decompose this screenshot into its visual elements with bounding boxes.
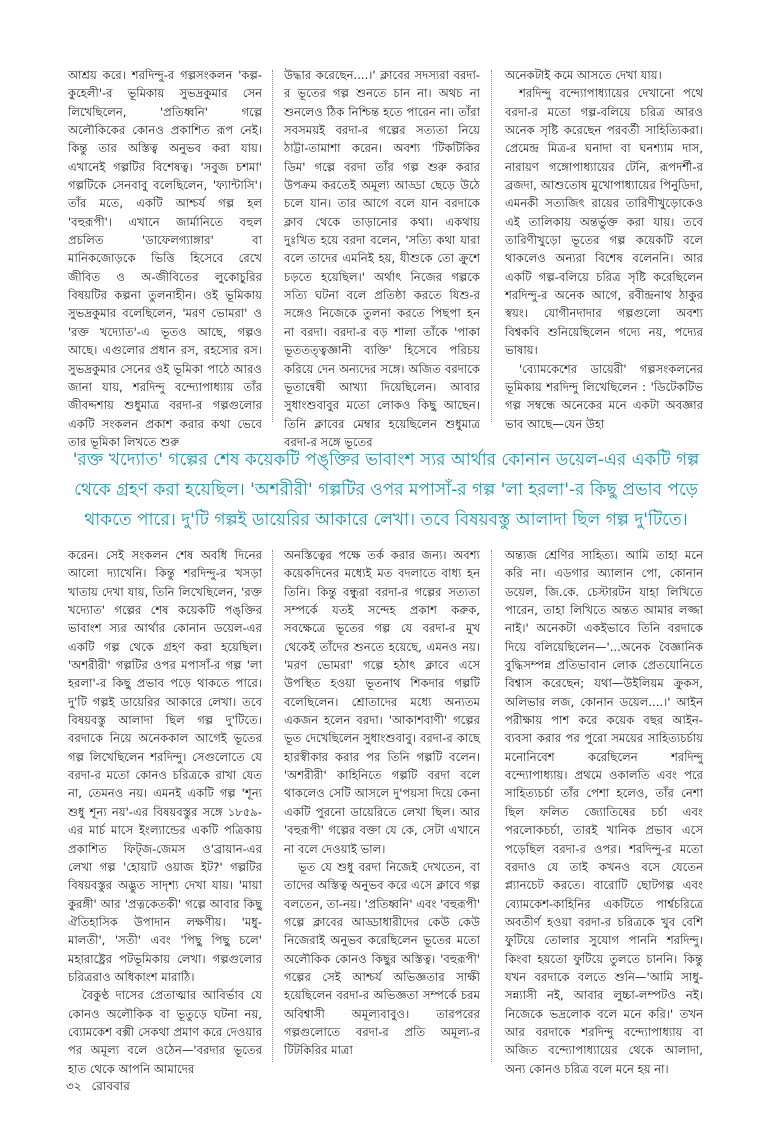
column-divider [272,70,273,422]
paragraph: 'ব্যোমকেশের ডায়েরী' গল্পসংকলনের ভূমিকায় শরদিন্দু লিখেছিলেন : 'ডিটেকটিভ গল্প সম্বন্ধে অনেকের মনে একটা অবজ্ঞার ভাব আছে—যেন উহা [505,361,703,431]
column-bottom-1 [68,546,262,1076]
paragraph: বৈকুণ্ঠ দাসের প্রেতাত্মার আবির্ভাব যে কোনও অলৌকিক বা ভূতুড়ে ঘটনা নয়, ব্যোমকেশ বক্সী সেকথা প্রমাণ করে দেওয়ার পর অমূল্য বলে ওঠেন—'বরদার ভূতের হাত থেকে আপনি আমাদের [68,988,262,1076]
column-bottom-2 [284,546,480,1066]
column-divider [491,550,492,1062]
paragraph: উদ্ধার করেছেন....।' ক্লাবের সদস্যরা বরদা-র ভূতের গল্প শুনতে চান না। অথচ না শুনলেও ঠিক নিশ্চিন্ত হতে পারেন না। তাঁরা সবসময়ই বরদা-র গল্পের সত্যতা নিয়ে ঠাট্টা-তামাশা করেন। অবশ্য 'টিকটিকির ডিম' গল্পে বরদা তাঁর গল্প শুরু করার উপক্রম করতেই অমূল্য আড্ডা ছেড়ে উঠে চলে যান। তার আগে বলে যান বরদাকে ক্লাব থেকে তাড়ানোর কথা। একথায় দুঃখিত হয়ে বরদা বলেন, 'সত্যি কথা যারা বলে তাদের এমনিই হয়, যীশুকে তো ক্রুশে চড়তে হয়েছিল।' অর্থাৎ নিজের গল্পকে সত্যি ঘটনা বলে প্রতিষ্ঠা করতে যিশু-র সঙ্গেও নিজেকে তুলনা করতে পিছপা হন না বরদা। বরদা-র বড় শালা তাঁকে 'পাকা ভূততত্ত্বজ্ঞানী ব্যক্তি' হিসেবে পরিচয় করিয়ে দেন অন্যদের সঙ্গে। অজিত বরদাকে ভূতান্বেষী আখ্যা দিয়েছিলেন। আবার সুধাংশুবাবুর মতো লোকও কিছু আছেন। তিনি ক্লাবের মেম্বার হয়েছিলেন শুধুমাত্র বরদা-র সঙ্গে ভূতের [284,68,480,449]
paragraph: অনেকটাই কমে আসতে দেখা যায়। [505,68,662,82]
page-number: ৩২ [66,1079,82,1093]
pull-quote: 'রক্ত খদ্যোত' গল্পের শেষ কয়েকটি পঙ্‌ক্তির ভাবাংশ স্যর আর্থার কোনান ডয়েল-এর একটি গল্প থেকে গ্রহণ করা হয়েছিল। 'অশরীরী' গল্পটির ওপর মপাসাঁ-র গল্প 'লা হরলা'-র কিছু প্রভাব পড়ে থাকতে পারে। দু'টি গল্পই ডায়েরির আকারে লেখা। তবে বিষয়বস্তু আলাদা ছিল গল্প দু'টিতে। [72,450,700,530]
paragraph: আশ্রয় করে। শরদিন্দু-র গল্পসংকলন 'কল্প-কুহেলী'-র ভূমিকায় সুভদ্রকুমার সেন লিখেছিলেন, 'প্রতিধ্বনি' গল্পে অলৌকিকের কোনও প্রকাশিত রূপ নেই। কিন্তু তার অস্তিত্ব অনুভব করা যায়। এখানেই গল্পটির বিশেষত্ব। 'সবুজ চশমা' গল্পটিকে সেনবাবু বলেছিলেন, 'ফ্যান্টাসি'। তাঁর মতে, একটি আশ্চর্য গল্প হল 'বহুরূপী'। এখানে জার্মানিতে বহুল প্রচলিত 'ডাফেলগ্যাঙ্গার' বা মানিকজোড়কে ভিত্তি হিসেবে রেখে জীবিত ও অ-জীবিতের লুকোচুরির বিষয়টির কল্পনা তুলনাহীন। ওই ভূমিকায় সুভদ্রকুমার বলেছিলেন, 'মরণ ভোমরা' ও 'রক্ত খদ্যোত'-এ ভূতও আছে, গল্পও আছে। এগুলোর প্রধান রস, রহস্যের রস। সুভদ্রকুমার সেনের ওই ভূমিকা পাঠে আরও জানা যায়, শরদিন্দু বন্দ্যোপাধ্যায় তাঁর জীবদ্দশায় শুধুমাত্র বরদা-র গল্পগুলোর একটি সংকলন প্রকাশ করার কথা ভেবে তার ভূমিকা লিখতে শুরু [68,68,262,449]
paragraph: করেন। সেই সংকলন শেষ অবধি দিনের আলো দ্যাখেনি। কিন্তু শরদিন্দু-র খসড়া খাতায় দেখা যায়, তিনি লিখেছিলেন, 'রক্ত খদ্যোত' গল্পের শেষ কয়েকটি পঙ্‌ক্তির ভাবাংশ স্যর আর্থার কোনান ডয়েল-এর একটি গল্প থেকে গ্রহণ করা হয়েছিল। 'অশরীরী' গল্পটির ওপর মপাসাঁ-র গল্প 'লা হরলা'-র কিছু প্রভাব পড়ে থাকতে পারে। দু'টি গল্পই ডায়েরির আকারে লেখা। তবে বিষয়বস্তু আলাদা ছিল গল্প দু'টিতে। বরদাকে নিয়ে অনেককাল আগেই ভূতের গল্প লিখেছিলেন শরদিন্দু। সেগুলোতে যে বরদা-র মতো কোনও চরিত্রকে রাখা যেত না, তেমনও নয়। এমনই একটি গল্প 'শূন্য শুধু শূন্য নয়'-এর বিষয়বস্তুর সঙ্গে ১৮৫৯-এর মার্চ মাসে ইংল্যান্ডের একটি পত্রিকায় প্রকাশিত ফিট্‌জ-জেমস ও'ব্রায়ান-এর লেখা গল্প 'হোয়াট ওয়াজ ইট?' গল্পটির বিষয়বস্তুর অদ্ভুত সাদৃশ্য দেখা যায়। 'মায়া কুরঙ্গী' আর 'প্রত্নকেতকী' গল্পে আবার কিছু ঐতিহাসিক উপাদান লক্ষণীয়। 'মধু-মালতী', 'সতী' এবং 'পিছু পিছু চলে' মহারাষ্ট্রের পটভূমিকায় লেখা। গল্পগুলোর চরিত্ররাও অধিকাংশ মারাঠি। [68,548,262,984]
section-name: রোববার [91,1079,130,1093]
page-footer [66,1078,130,1098]
column-divider [491,70,492,422]
column-top-2 [284,66,480,449]
paragraph: অনস্তিত্বের পক্ষে তর্ক করার জন্য। অবশ্য কয়েকদিনের মধ্যেই মত বদলাতে বাধ্য হন তিনি। কিন্তু বন্ধুরা বরদা-র গল্পের সত্যতা সম্পর্কে যতই সন্দেহ প্রকাশ করুক, সবক্ষেত্রে ভূতের গল্প যে বরদা-র মুখ থেকেই তাঁদের শুনতে হয়েছে, এমনও নয়। 'মরণ ভোমরা' গল্পে হঠাৎ ক্লাবে এসে উপস্থিত হওয়া ভূতনাথ শিকদার গল্পটি বলেছিলেন। শ্রোতাদের মধ্যে অন্যতম একজন হলেন বরদা। 'আকাশবাণী' গল্পের ভূত দেখেছিলেন সুধাংশুবাবু। বরদা-র কাছে হারস্বীকার করার পর তিনি গল্পটি বলেন। 'অশরীরী' কাহিনিতে গল্পটি বরদা বলে থাকলেও সেটি আসলে দু'পয়সা দিয়ে কেনা একটি পুরনো ডায়েরিতে লেখা ছিল। আর 'বহুরূপী' গল্পের বক্তা যে কে, সেটা এখানে না বলে দেওয়াই ভাল। [284,548,480,856]
paragraph: শরদিন্দু বন্দ্যোপাধ্যায়ের দেখানো পথে বরদা-র মতো গল্প-বলিয়ে চরিত্র আরও অনেক সৃষ্টি করেছেন পরবর্তী সাহিত্যিকরা। প্রেমেন্দ্র মিত্র-র ঘনাদা বা ঘনশ্যাম দাস, নারায়ণ গঙ্গোপাধ্যায়ের টেনি, রূপদর্শী-র ব্রজদা, আশুতোষ মুখোপাধ্যায়ের পিনুডিদা, এমনকী সত্যজিৎ রায়ের তারিণীখুড়োকেও এই তালিকায় অন্তর্ভুক্ত করা যায়। তবে তারিণীখুড়ো ভূতের গল্প কয়েকটি বলে থাকলেও অন্যরা বিশেষ বলেননি। আর একটি গল্প-বলিয়ে চরিত্র সৃষ্টি করেছিলেন শরদিন্দু-র অনেক আগে, রবীন্দ্রনাথ ঠাকুর স্বয়ং। যোগীনদাদার গল্পগুলো অবশ্য বিশ্বকবি শুনিয়েছিলেন গদ্যে নয়, পদ্যের ভাষায়। [505,86,703,358]
column-bottom-3 [505,546,703,1076]
paragraph: অন্ত্যজ শ্রেণির সাহিত্য। আমি তাহা মনে করি না। এডগার অ্যালান পো, কোনান ডয়েল, জি.কে. চেস্টারটন যাহা লিখিতে পারেন, তাহা লিখিতে অন্তত আমার লজ্জা নাই।' অনেকটা একইভাবে তিনি বরদাকে দিয়ে বলিয়েছিলেন—'...অনেক বৈজ্ঞানিক বুদ্ধিসম্পন্ন প্রতিভাবান লোক প্রেতযোনিতে বিশ্বাস করেছেন; যথা—উইলিয়ম ক্রুকস, অলিভার লজ, কোনান ডয়েল....।' আইন পরীক্ষায় পাশ করে কয়েক বছর আইন-ব্যবসা করার পর পুরো সময়ের সাহিত্যচর্চায় মনোনিবেশ করেছিলেন শরদিন্দু বন্দ্যোপাধ্যায়। প্রথমে ওকালতি এবং পরে সাহিত্যচর্চা তাঁর পেশা হলেও, তাঁর নেশা ছিল ফলিত জ্যোতিষের চর্চা এবং পরলোকচর্চা, তারই খানিক প্রভাব এসে পড়েছিল বরদা-র ওপর। শরদিন্দু-র মতো বরদাও যে তাই কখনও বসে যেতেন প্ল্যানচেট করতে। বারোটি ছোটগল্প এবং ব্যোমকেশ-কাহিনির একটিতে পার্শ্বচরিত্রে অবতীর্ণ হওয়া বরদা-র চরিত্রকে খুব বেশি ফুটিয়ে তোলার সুযোগ পাননি শরদিন্দু। কিংবা হয়তো ফুটিয়ে তুলতে চাননি। কিন্তু যখন বরদাকে বলতে শুনি—'আমি সাধু-সন্ন্যাসী নই, আবার লুচ্চা-লম্পটও নই। নিজেকে ভদ্রলোক বলে মনে করি।' তখন আর বরদাকে শরদিন্দু বন্দ্যোপাধ্যায় বা অজিত বন্দ্যোপাধ্যায়ের থেকে আলাদা, অন্য কোনও চরিত্র বলে মনে হয় না। [505,548,703,1076]
column-top-1 [68,66,262,449]
column-top-3 [505,66,703,431]
paragraph: ভূত যে শুধু বরদা নিজেই দেখতেন, বা তাদের অস্তিত্ব অনুভব করে এসে ক্লাবে গল্প বলতেন, তা-নয়। 'প্রতিধ্বনি' এবং 'বহুরূপী' গল্পে ক্লাবের আড্ডাধারীদের কেউ কেউ নিজেরাই অনুভব করেছিলেন ভূতের মতো অলৌকিক কোনও কিছুর অস্তিত্ব। 'বহুরূপী' গল্পের সেই আশ্চর্য অভিজ্ঞতার সাক্ষী হয়েছিলেন বরদা-র অভিজ্ঞতা সম্পর্কে চরম অবিশ্বাসী অমূল্যবাবুও। তারপরের গল্পগুলোতে বরদা-র প্রতি অমূল্য-র টিটকিরির মাত্রা [284,859,481,1058]
column-divider [272,550,273,1062]
